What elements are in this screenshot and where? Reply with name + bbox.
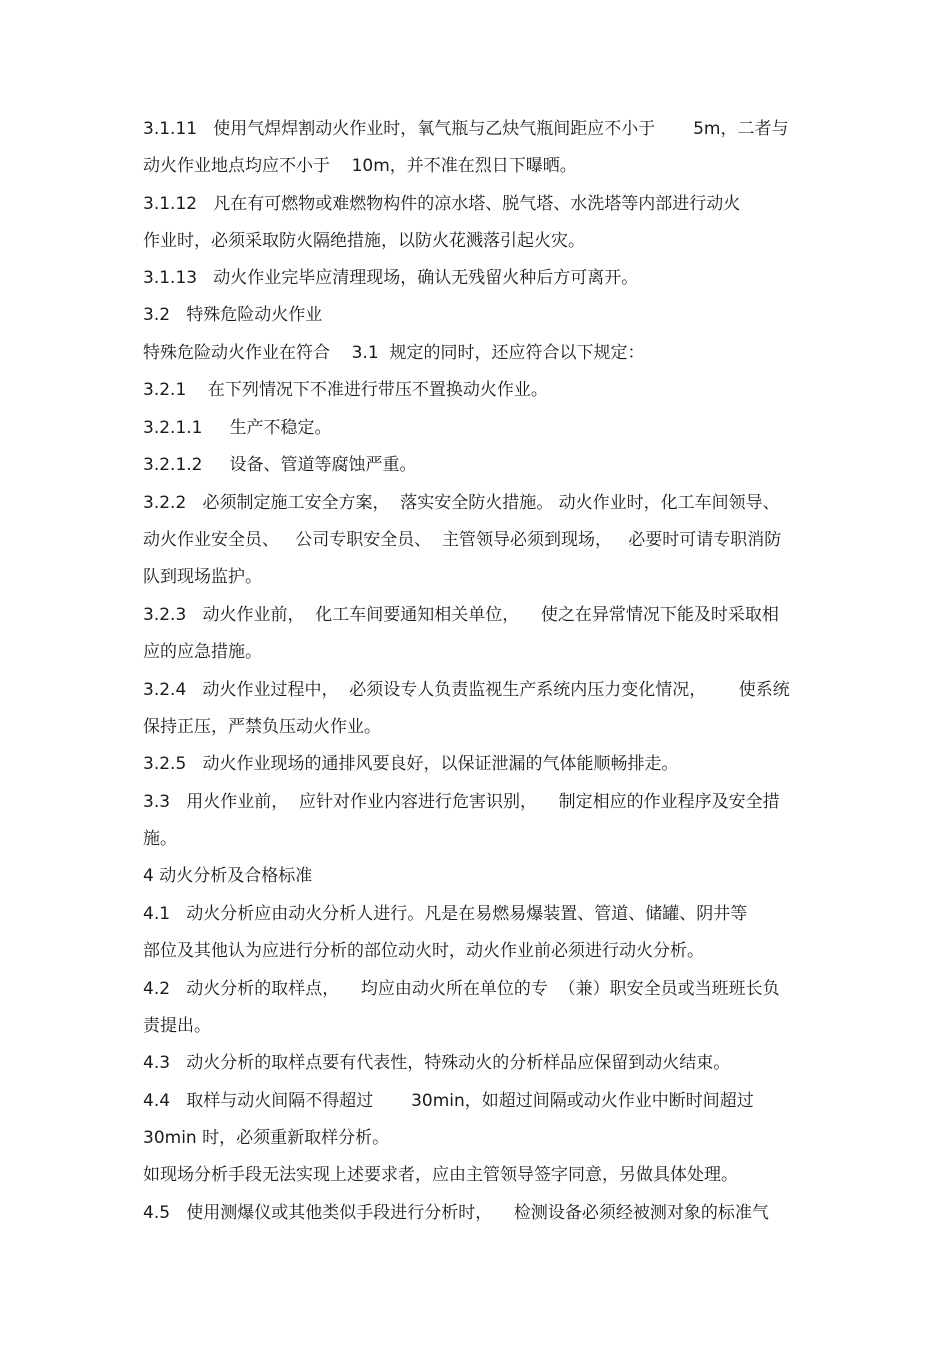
section-heading: 4 动火分析及合格标准 — [143, 866, 313, 886]
text-line: 3.1.13 动火作业完毕应清理现场，确认无残留火种后方可离开。 — [143, 268, 639, 288]
text-line: 3.2.3 动火作业前， 化工车间要通知相关单位， 使之在异常情况下能及时采取相 — [143, 605, 779, 625]
text-line: 部位及其他认为应进行分析的部位动火时，动火作业前必须进行动火分析。 — [143, 941, 704, 961]
section-heading: 3.2 特殊危险动火作业 — [143, 305, 323, 325]
text-line: 施。 — [143, 829, 177, 849]
text-line: 3.2.1 在下列情况下不准进行带压不置换动火作业。 — [143, 380, 548, 400]
text-line: 3.1.11 使用气焊焊割动火作业时，氧气瓶与乙炔气瓶间距应不小于 5m，二者与 — [143, 119, 789, 139]
text-line: 4.1 动火分析应由动火分析人进行。凡是在易燃易爆装置、管道、储罐、阴井等 — [143, 904, 748, 924]
text-line: 3.2.1.1 生产不稳定。 — [143, 418, 332, 438]
text-line: 3.2.1.2 设备、管道等腐蚀严重。 — [143, 455, 417, 475]
text-line: 特殊危险动火作业在符合 3.1 规定的同时，还应符合以下规定： — [143, 343, 645, 363]
text-line: 4.3 动火分析的取样点要有代表性，特殊动火的分析样品应保留到动火结束。 — [143, 1053, 731, 1073]
text-line: 动火作业安全员、 公司专职安全员、 主管领导必须到现场， 必要时可请专职消防 — [143, 530, 782, 550]
text-line: 4.5 使用测爆仪或其他类似手段进行分析时， 检测设备必须经被测对象的标准气 — [143, 1203, 769, 1223]
text-line: 3.2.5 动火作业现场的通排风要良好，以保证泄漏的气体能顺畅排走。 — [143, 754, 679, 774]
text-line: 队到现场监护。 — [143, 567, 262, 587]
text-line: 责提出。 — [143, 1016, 211, 1036]
text-line: 作业时，必须采取防火隔绝措施，以防火花溅落引起火灾。 — [143, 231, 585, 251]
text-line: 3.2.2 必须制定施工安全方案， 落实安全防火措施。 动火作业时，化工车间领导、 — [143, 493, 780, 513]
text-line: 4.2 动火分析的取样点， 均应由动火所在单位的专 （兼）职安全员或当班班长负 — [143, 979, 780, 999]
text-line: 3.1.12 凡在有可燃物或难燃物构件的凉水塔、脱气塔、水洗塔等内部进行动火 — [143, 194, 741, 214]
text-line: 应的应急措施。 — [143, 642, 262, 662]
text-line: 4.4 取样与动火间隔不得超过 30min，如超过间隔或动火作业中断时间超过 — [143, 1091, 754, 1111]
text-line: 30min 时，必须重新取样分析。 — [143, 1128, 390, 1148]
text-line: 保持正压，严禁负压动火作业。 — [143, 717, 381, 737]
text-line: 3.2.4 动火作业过程中， 必须设专人负责监视生产系统内压力变化情况， 使系统 — [143, 680, 790, 700]
text-line: 如现场分析手段无法实现上述要求者，应由主管领导签字同意，另做具体处理。 — [143, 1165, 738, 1185]
text-line: 动火作业地点均应不小于 10m，并不准在烈日下曝晒。 — [143, 156, 577, 176]
text-line: 3.3 用火作业前， 应针对作业内容进行危害识别， 制定相应的作业程序及安全措 — [143, 792, 780, 812]
